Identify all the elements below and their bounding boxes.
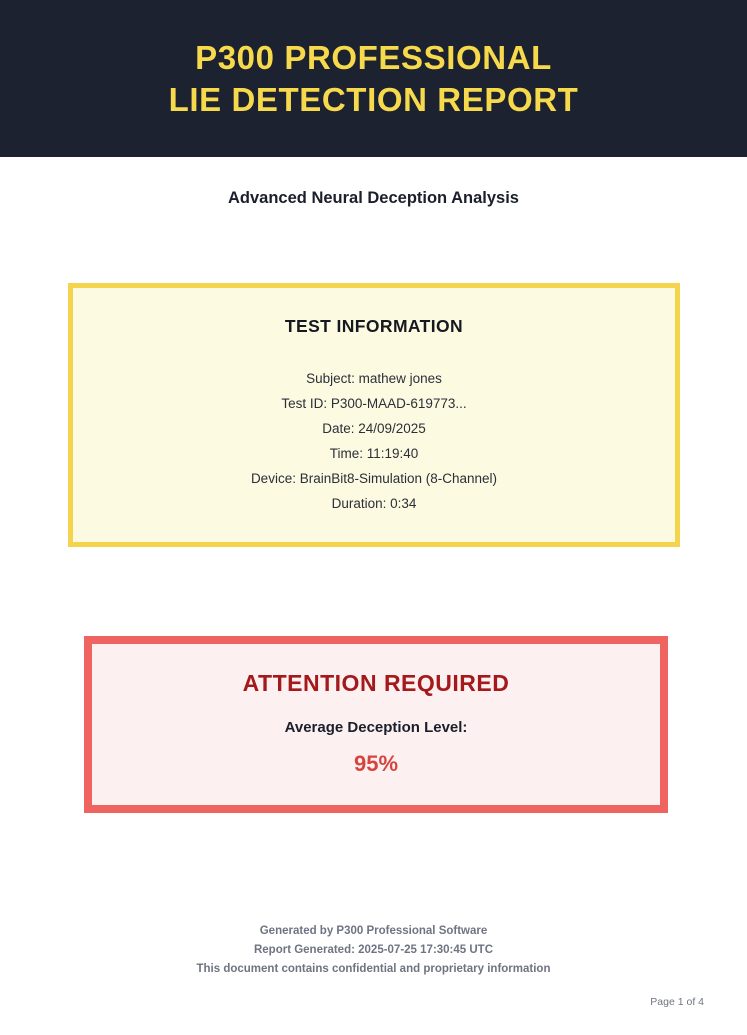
report-footer [0, 922, 747, 979]
test-information-time: Time: 11:19:40 [329, 446, 419, 461]
attention-required-panel [84, 636, 668, 813]
test-information-device: Device: BrainBit8-Simulation (8-Channel) [250, 471, 498, 486]
report-title-line-1: P300 PROFESSIONAL [195, 38, 552, 76]
report-subtitle: Advanced Neural Deception Analysis [228, 189, 519, 207]
report-header [0, 0, 747, 157]
test-information-duration: Duration: 0:34 [331, 496, 417, 511]
report-title-line-2: LIE DETECTION REPORT [168, 80, 579, 118]
test-information-title: TEST INFORMATION [284, 316, 464, 336]
footer-generated-at: Report Generated: 2025-07-25 17:30:45 UTC [253, 944, 494, 956]
test-information-test-id: Test ID: P300-MAAD-619773... [281, 396, 467, 411]
average-deception-label: Average Deception Level: [284, 719, 468, 736]
footer-confidentiality-notice: This document contains confidential and proprietary information [196, 963, 551, 975]
test-information-panel [68, 283, 680, 547]
attention-required-title: ATTENTION REQUIRED [242, 670, 510, 696]
average-deception-value: 95% [353, 751, 399, 776]
footer-generated-by: Generated by P300 Professional Software [259, 925, 488, 937]
test-information-date: Date: 24/09/2025 [322, 421, 426, 436]
test-information-subject: Subject: mathew jones [306, 371, 442, 386]
page-number: Page 1 of 4 [650, 996, 704, 1008]
